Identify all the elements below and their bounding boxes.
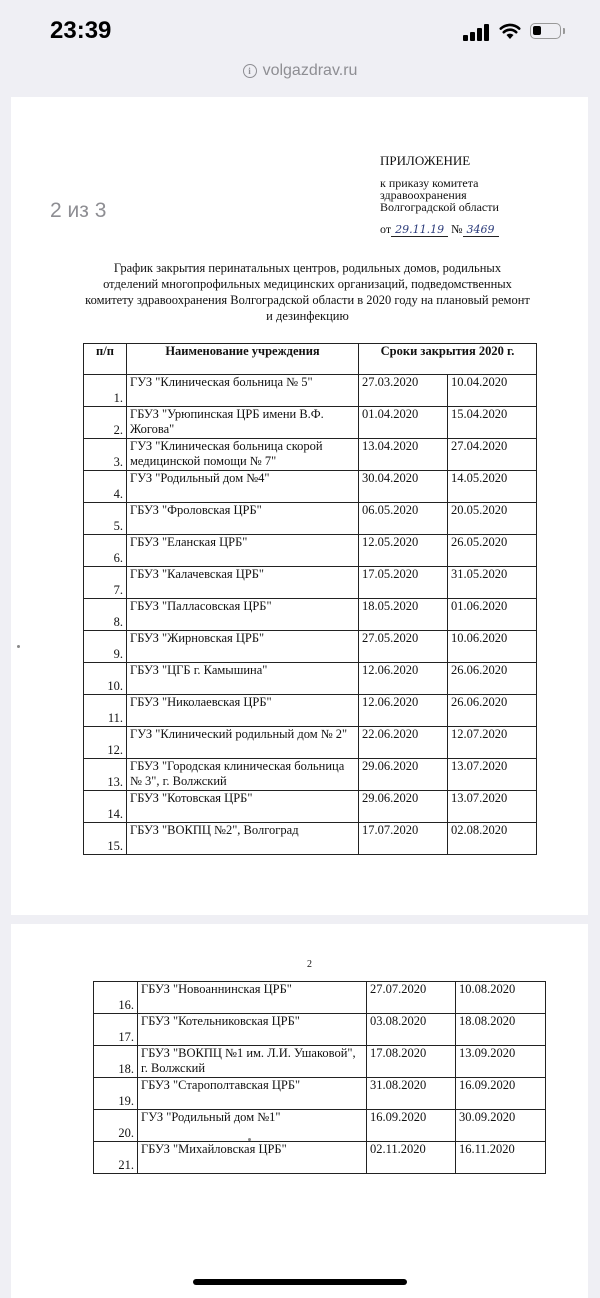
table-row bbox=[84, 471, 537, 503]
close-to: 10.04.2020 bbox=[448, 375, 537, 407]
institution-name: ГБУЗ "Михайловская ЦРБ" bbox=[138, 1142, 367, 1174]
header-num: п/п bbox=[84, 344, 127, 375]
institution-name: ГБУЗ "Калачевская ЦРБ" bbox=[127, 567, 359, 599]
battery-tip bbox=[563, 28, 565, 34]
schedule-table-page-1 bbox=[83, 343, 537, 855]
table-row bbox=[84, 823, 537, 855]
table-row bbox=[84, 599, 537, 631]
institution-name: ГБУЗ "ВОКПЦ №1 им. Л.И. Ушаковой", г. Волжский bbox=[138, 1046, 367, 1078]
table-row bbox=[84, 727, 537, 759]
close-to: 13.07.2020 bbox=[448, 759, 537, 791]
row-number: 4. bbox=[84, 471, 127, 503]
row-number: 19. bbox=[94, 1078, 138, 1110]
close-to: 16.11.2020 bbox=[456, 1142, 546, 1174]
institution-name: ГУЗ "Клиническая больница скорой медицинской помощи № 7" bbox=[127, 439, 359, 471]
close-from: 13.04.2020 bbox=[359, 439, 448, 471]
close-from: 29.06.2020 bbox=[359, 759, 448, 791]
wifi-icon bbox=[499, 22, 521, 40]
status-time: 23:39 bbox=[50, 17, 112, 44]
table-row bbox=[84, 375, 537, 407]
close-to: 12.07.2020 bbox=[448, 727, 537, 759]
cellular-signal-icon bbox=[463, 24, 491, 41]
institution-name: ГУЗ "Родильный дом №4" bbox=[127, 471, 359, 503]
close-to: 26.06.2020 bbox=[448, 663, 537, 695]
row-number: 15. bbox=[84, 823, 127, 855]
table-row bbox=[84, 503, 537, 535]
page-number: 2 bbox=[307, 959, 312, 970]
institution-name: ГУЗ "Родильный дом №1" bbox=[138, 1110, 367, 1142]
row-number: 5. bbox=[84, 503, 127, 535]
close-from: 17.07.2020 bbox=[359, 823, 448, 855]
row-number: 21. bbox=[94, 1142, 138, 1174]
status-bar bbox=[0, 0, 600, 60]
row-number: 17. bbox=[94, 1014, 138, 1046]
close-from: 12.05.2020 bbox=[359, 535, 448, 567]
schedule-table-page-2 bbox=[93, 981, 546, 1174]
row-number: 1. bbox=[84, 375, 127, 407]
institution-name: ГУЗ "Клиническая больница № 5" bbox=[127, 375, 359, 407]
info-icon[interactable]: i bbox=[243, 64, 257, 78]
table-row bbox=[84, 407, 537, 439]
institution-name: ГБУЗ "ВОКПЦ №2", Волгоград bbox=[127, 823, 359, 855]
header-dates: Сроки закрытия 2020 г. bbox=[359, 344, 537, 375]
close-to: 26.05.2020 bbox=[448, 535, 537, 567]
institution-name: ГБУЗ "Новоаннинская ЦРБ" bbox=[138, 982, 367, 1014]
scan-speck bbox=[248, 1138, 251, 1141]
table-row bbox=[84, 631, 537, 663]
close-to: 30.09.2020 bbox=[456, 1110, 546, 1142]
order-prefix: от bbox=[380, 222, 392, 236]
row-number: 3. bbox=[84, 439, 127, 471]
table-row bbox=[94, 982, 546, 1014]
table-row bbox=[84, 759, 537, 791]
institution-name: ГБУЗ "Котельниковская ЦРБ" bbox=[138, 1014, 367, 1046]
row-number: 2. bbox=[84, 407, 127, 439]
institution-name: ГУЗ "Клинический родильный дом № 2" bbox=[127, 727, 359, 759]
home-indicator[interactable] bbox=[193, 1279, 407, 1285]
institution-name: ГБУЗ "Котовская ЦРБ" bbox=[127, 791, 359, 823]
row-number: 16. bbox=[94, 982, 138, 1014]
table-row bbox=[94, 1046, 546, 1078]
row-number: 20. bbox=[94, 1110, 138, 1142]
table-row bbox=[84, 791, 537, 823]
table-row bbox=[84, 535, 537, 567]
document-title: График закрытия перинатальных центров, родильных домов, родильных отделений многопрофильных медицинских организаций, подведомственных комитету здравоохранения Волгоградской области в 2020 году на плановый ремонт и дезинфекцию bbox=[85, 261, 530, 323]
close-from: 12.06.2020 bbox=[359, 695, 448, 727]
institution-name: ГБУЗ "Урюпинская ЦРБ имени В.Ф. Жогова" bbox=[127, 407, 359, 439]
table-row bbox=[94, 1078, 546, 1110]
page-counter: 2 из 3 bbox=[50, 199, 107, 222]
close-from: 03.08.2020 bbox=[367, 1014, 456, 1046]
close-to: 31.05.2020 bbox=[448, 567, 537, 599]
institution-name: ГБУЗ "Жирновская ЦРБ" bbox=[127, 631, 359, 663]
order-number: 3469 bbox=[463, 223, 499, 237]
close-from: 29.06.2020 bbox=[359, 791, 448, 823]
appendix-title: ПРИЛОЖЕНИЕ bbox=[380, 153, 471, 168]
battery-icon bbox=[530, 23, 561, 39]
close-to: 10.08.2020 bbox=[456, 982, 546, 1014]
close-to: 15.04.2020 bbox=[448, 407, 537, 439]
row-number: 14. bbox=[84, 791, 127, 823]
institution-name: ГБУЗ "Городская клиническая больница № 3", г. Волжский bbox=[127, 759, 359, 791]
row-number: 7. bbox=[84, 567, 127, 599]
institution-name: ГБУЗ "Старополтавская ЦРБ" bbox=[138, 1078, 367, 1110]
close-from: 18.05.2020 bbox=[359, 599, 448, 631]
close-from: 31.08.2020 bbox=[367, 1078, 456, 1110]
institution-name: ГБУЗ "Николаевская ЦРБ" bbox=[127, 695, 359, 727]
institution-name: ГБУЗ "ЦГБ г. Камышина" bbox=[127, 663, 359, 695]
close-to: 13.09.2020 bbox=[456, 1046, 546, 1078]
close-to: 18.08.2020 bbox=[456, 1014, 546, 1046]
institution-name: ГБУЗ "Еланская ЦРБ" bbox=[127, 535, 359, 567]
appendix-subtitle: к приказу комитета здравоохранения Волгоградской области bbox=[380, 176, 499, 214]
row-number: 9. bbox=[84, 631, 127, 663]
close-from: 27.03.2020 bbox=[359, 375, 448, 407]
row-number: 11. bbox=[84, 695, 127, 727]
close-from: 16.09.2020 bbox=[367, 1110, 456, 1142]
close-to: 26.06.2020 bbox=[448, 695, 537, 727]
row-number: 8. bbox=[84, 599, 127, 631]
close-from: 27.05.2020 bbox=[359, 631, 448, 663]
address-bar[interactable] bbox=[0, 62, 600, 88]
row-number: 10. bbox=[84, 663, 127, 695]
close-from: 30.04.2020 bbox=[359, 471, 448, 503]
close-from: 22.06.2020 bbox=[359, 727, 448, 759]
close-from: 27.07.2020 bbox=[367, 982, 456, 1014]
order-no-label: № bbox=[451, 222, 463, 236]
close-from: 01.04.2020 bbox=[359, 407, 448, 439]
close-to: 16.09.2020 bbox=[456, 1078, 546, 1110]
order-line bbox=[380, 222, 499, 237]
row-number: 18. bbox=[94, 1046, 138, 1078]
close-to: 01.06.2020 bbox=[448, 599, 537, 631]
close-to: 14.05.2020 bbox=[448, 471, 537, 503]
close-from: 06.05.2020 bbox=[359, 503, 448, 535]
close-to: 02.08.2020 bbox=[448, 823, 537, 855]
order-date: 29.11.19 bbox=[391, 223, 448, 237]
scan-speck bbox=[17, 645, 20, 648]
close-to: 27.04.2020 bbox=[448, 439, 537, 471]
header-name: Наименование учреждения bbox=[127, 344, 359, 375]
close-to: 10.06.2020 bbox=[448, 631, 537, 663]
close-from: 12.06.2020 bbox=[359, 663, 448, 695]
row-number: 6. bbox=[84, 535, 127, 567]
table-row bbox=[84, 695, 537, 727]
table-row bbox=[94, 1142, 546, 1174]
close-from: 17.05.2020 bbox=[359, 567, 448, 599]
row-number: 13. bbox=[84, 759, 127, 791]
row-number: 12. bbox=[84, 727, 127, 759]
table-row bbox=[84, 567, 537, 599]
institution-name: ГБУЗ "Фроловская ЦРБ" bbox=[127, 503, 359, 535]
close-from: 02.11.2020 bbox=[367, 1142, 456, 1174]
close-to: 20.05.2020 bbox=[448, 503, 537, 535]
table-row bbox=[94, 1014, 546, 1046]
close-from: 17.08.2020 bbox=[367, 1046, 456, 1078]
table-header-row bbox=[84, 344, 537, 375]
close-to: 13.07.2020 bbox=[448, 791, 537, 823]
table-row bbox=[84, 663, 537, 695]
institution-name: ГБУЗ "Палласовская ЦРБ" bbox=[127, 599, 359, 631]
url-text: volgazdrav.ru bbox=[262, 62, 358, 79]
table-row bbox=[94, 1110, 546, 1142]
table-row bbox=[84, 439, 537, 471]
